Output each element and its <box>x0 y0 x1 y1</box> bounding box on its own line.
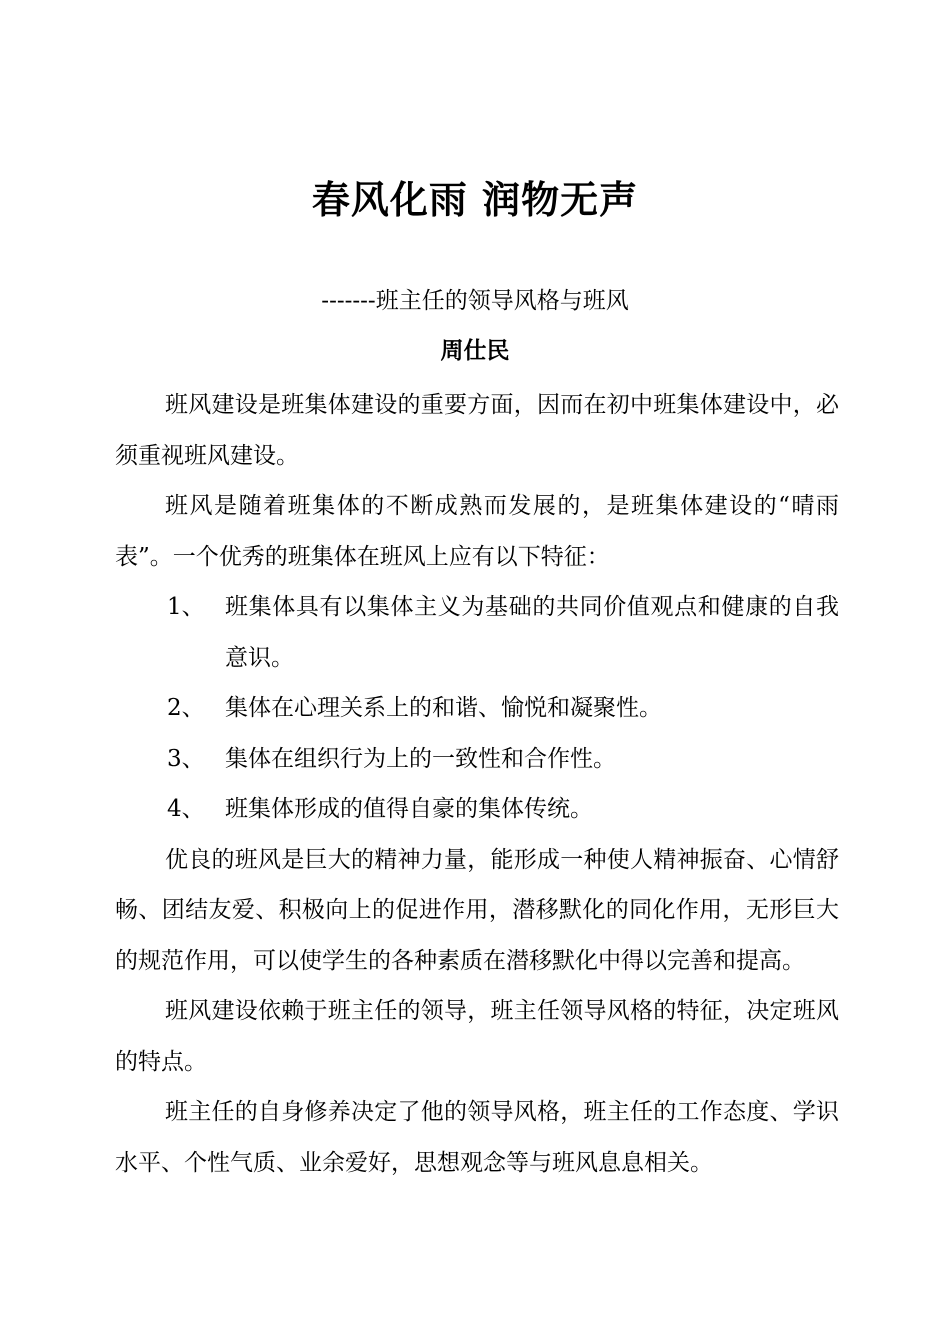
paragraph: 班风建设依赖于班主任的领导，班主任领导风格的特征，决定班风的特点。 <box>115 998 839 1075</box>
paragraph: 班风是随着班集体的不断成熟而发展的，是班集体建设的“晴雨表”。一个优秀的班集体在班风上应有以下特征： <box>115 493 839 570</box>
list-text: 集体在心理关系上的和谐、愉悦和凝聚性。 <box>225 695 662 721</box>
author-name: 周仕民 <box>440 337 510 364</box>
list-number: 3、 <box>167 745 205 772</box>
document-title: 春风化雨 润物无声 <box>311 178 639 222</box>
paragraph: 班主任的自身修养决定了他的领导风格，班主任的工作态度、学识水平、个性气质、业余爱好，思想观念等与班风息息相关。 <box>115 1099 839 1176</box>
list-text: 班集体形成的值得自豪的集体传统。 <box>225 796 593 822</box>
paragraph: 班风建设是班集体建设的重要方面，因而在初中班集体建设中，必须重视班风建设。 <box>115 392 839 469</box>
document-subtitle: -------班主任的领导风格与班风 <box>321 288 629 314</box>
list-text: 集体在组织行为上的一致性和合作性。 <box>225 745 616 772</box>
document-body <box>115 380 839 1188</box>
paragraph: 优良的班风是巨大的精神力量，能形成一种使人精神振奋、心情舒畅、团结友爱、积极向上的促进作用，潜移默化的同化作用，无形巨大的规范作用，可以使学生的各种素质在潜移默化中得以完善和提高。 <box>115 846 839 974</box>
list-number: 2、 <box>167 695 205 721</box>
list-item <box>115 734 839 785</box>
list-item <box>115 784 839 835</box>
list-number: 4、 <box>167 796 205 822</box>
list-text: 班集体具有以集体主义为基础的共同价值观点和健康的自我意识。 <box>225 594 839 671</box>
list-item <box>115 683 839 734</box>
list-number: 1、 <box>167 594 205 620</box>
list-item <box>115 582 839 683</box>
